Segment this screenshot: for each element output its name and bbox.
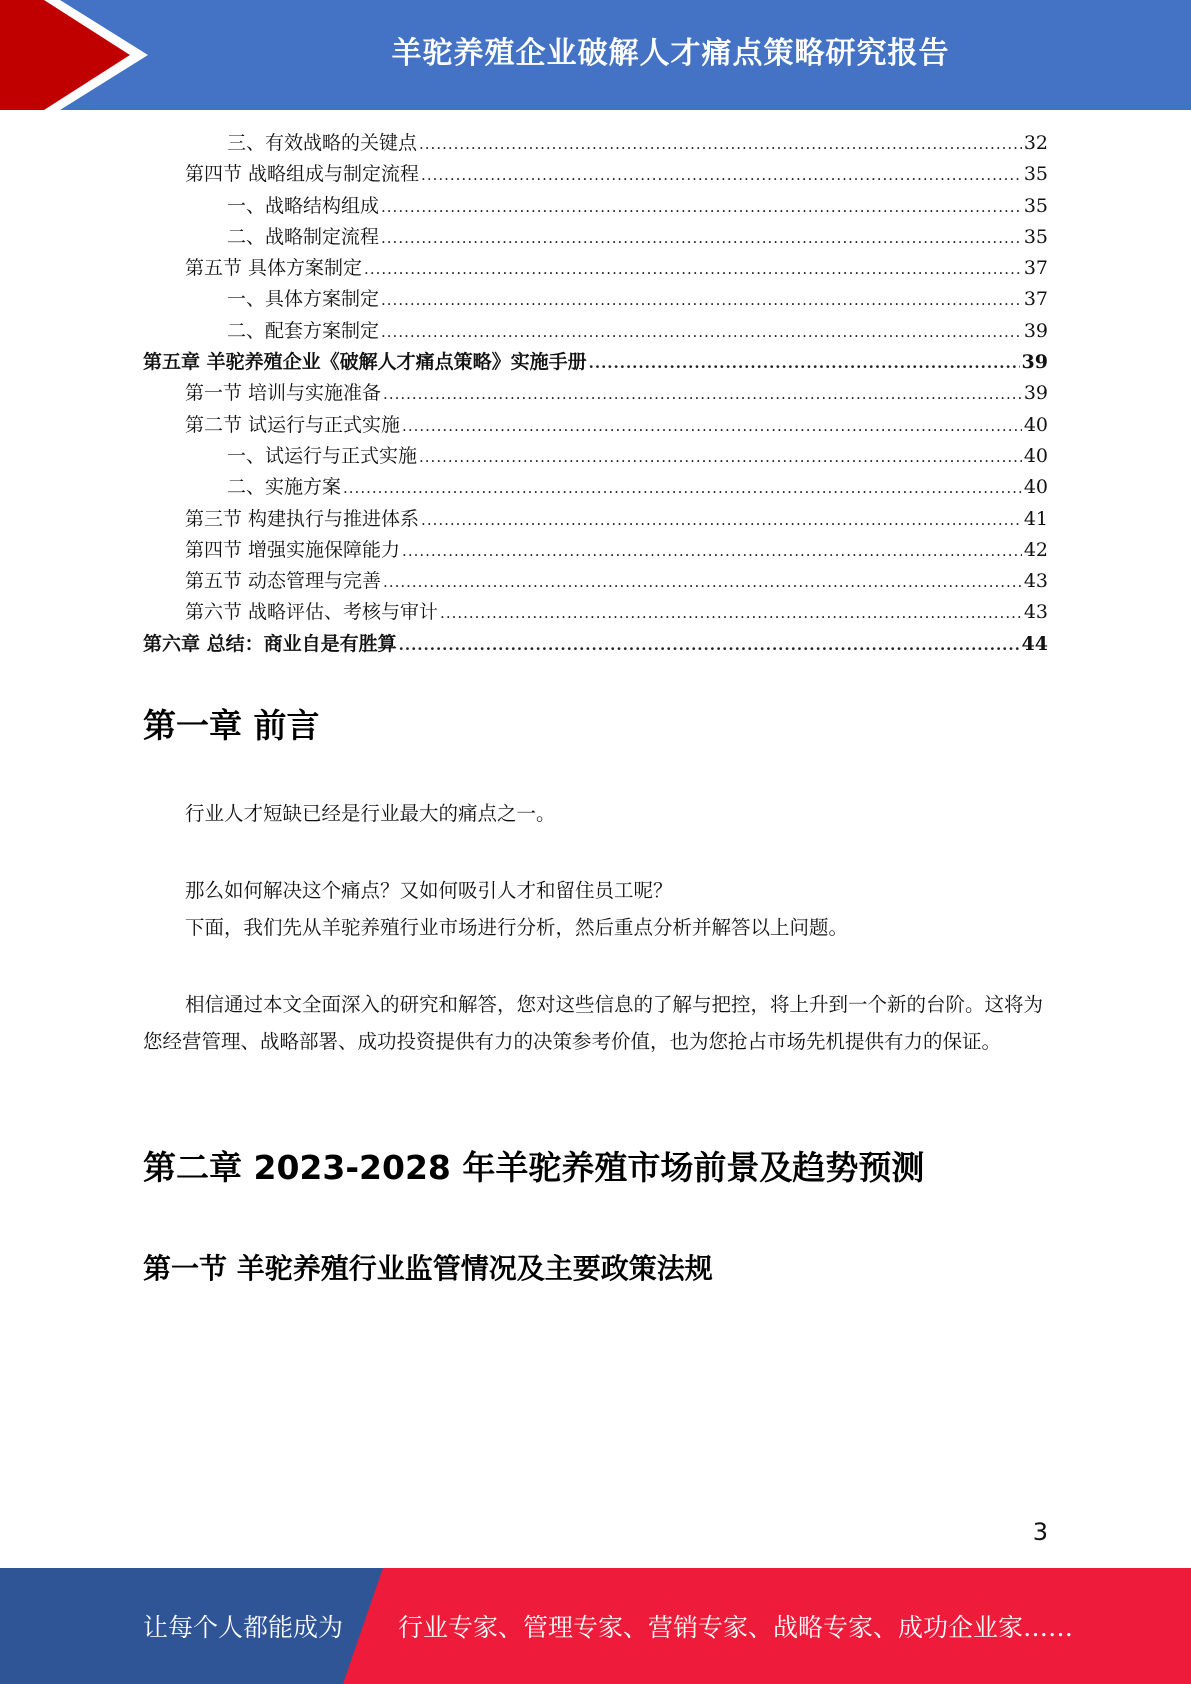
- toc-dot-leader: [383, 379, 1022, 410]
- toc-entry[interactable]: [143, 472, 1048, 503]
- chapter2-heading: 第二章 2023-2028 年羊驼养殖市场前景及趋势预测: [143, 1148, 925, 1187]
- toc-entry-title: 第四节 战略组成与制定流程: [185, 163, 420, 186]
- chapter1-paragraph: 行业人才短缺已经是行业最大的痛点之一。: [185, 802, 556, 825]
- toc-entry[interactable]: [143, 566, 1048, 597]
- toc-entry-title: 第五节 动态管理与完善: [185, 570, 382, 593]
- toc-entry-page: 37: [1023, 288, 1048, 311]
- toc-entry-title: 第二节 试运行与正式实施: [185, 413, 401, 436]
- chapter1-heading: 第一章 前言: [143, 706, 320, 745]
- chapter1-paragraph: 那么如何解决这个痛点？又如何吸引人才和留住员工呢？: [185, 879, 673, 902]
- toc-entry-title: 第一节 培训与实施准备: [185, 382, 382, 405]
- toc-entry[interactable]: [143, 378, 1048, 409]
- toc-entry[interactable]: [143, 504, 1048, 535]
- toc-entry-title: 第五节 具体方案制定: [185, 257, 363, 280]
- toc-entry-title: 一、战略结构组成: [227, 194, 380, 217]
- toc-dot-leader: [364, 254, 1022, 285]
- toc-entry-page: 39: [1023, 382, 1048, 405]
- page-number: 3: [1032, 1518, 1048, 1546]
- toc-entry-page: 43: [1023, 601, 1048, 624]
- toc-entry-page: 40: [1023, 476, 1048, 499]
- toc-dot-leader: [381, 223, 1022, 254]
- toc-dot-leader: [402, 411, 1022, 442]
- chapter1-paragraph: 下面，我们先从羊驼养殖行业市场进行分析，然后重点分析并解答以上问题。: [185, 916, 849, 939]
- toc-entry-page: 44: [1021, 632, 1048, 655]
- toc-dot-leader: [381, 192, 1022, 223]
- toc-dot-leader: [421, 160, 1022, 191]
- page-header: [0, 0, 1191, 110]
- toc-entry-page: 35: [1023, 163, 1048, 186]
- toc-dot-leader: [419, 442, 1022, 473]
- toc-entry[interactable]: [143, 410, 1048, 441]
- toc-entry-title: 第五章 羊驼养殖企业《破解人才痛点策略》实施手册: [143, 351, 587, 374]
- toc-entry[interactable]: [143, 441, 1048, 472]
- toc-entry-title: 一、试运行与正式实施: [227, 444, 418, 467]
- toc-dot-leader: [589, 348, 1020, 379]
- toc-entry[interactable]: [143, 128, 1048, 159]
- toc-dot-leader: [402, 536, 1022, 567]
- toc-entry-title: 二、战略制定流程: [227, 225, 380, 248]
- toc-entry-title: 三、有效战略的关键点: [227, 132, 418, 154]
- toc-entry[interactable]: [143, 347, 1048, 378]
- toc-entry[interactable]: [143, 284, 1048, 315]
- header-arrow-icon: [0, 0, 160, 110]
- toc-entry[interactable]: [143, 535, 1048, 566]
- footer-slogan-left: 让每个人都能成为: [143, 1613, 344, 1642]
- footer-slogan-right: 行业专家、管理专家、营销专家、战略专家、成功企业家……: [398, 1613, 1074, 1642]
- toc-dot-leader: [381, 317, 1022, 348]
- table-of-contents: [143, 128, 1048, 660]
- toc-entry-page: 40: [1023, 444, 1048, 467]
- toc-dot-leader: [383, 567, 1022, 598]
- toc-entry[interactable]: [143, 253, 1048, 284]
- toc-entry[interactable]: [143, 316, 1048, 347]
- toc-entry-page: 39: [1021, 351, 1048, 374]
- toc-entry[interactable]: [143, 159, 1048, 190]
- toc-entry-page: 35: [1023, 194, 1048, 217]
- toc-entry[interactable]: [143, 597, 1048, 628]
- toc-entry[interactable]: [143, 191, 1048, 222]
- toc-entry-page: 37: [1023, 257, 1048, 280]
- toc-entry-page: 32: [1023, 132, 1048, 154]
- toc-dot-leader: [419, 129, 1022, 160]
- toc-entry-page: 39: [1023, 319, 1048, 342]
- toc-entry-title: 第六章 总结：商业自是有胜算: [143, 632, 397, 655]
- toc-dot-leader: [399, 630, 1020, 661]
- toc-entry[interactable]: [143, 222, 1048, 253]
- toc-entry-title: 二、实施方案: [227, 476, 342, 499]
- toc-dot-leader: [343, 473, 1022, 504]
- toc-entry-title: 第六节 战略评估、考核与审计: [185, 601, 439, 624]
- toc-dot-leader: [381, 285, 1022, 316]
- chapter2-section-heading: 第一节 羊驼养殖行业监管情况及主要政策法规: [143, 1252, 713, 1285]
- toc-entry-page: 41: [1023, 507, 1048, 530]
- toc-entry-page: 43: [1023, 570, 1048, 593]
- toc-entry-page: 42: [1023, 538, 1048, 561]
- toc-dot-leader: [440, 598, 1022, 629]
- toc-entry-title: 第三节 构建执行与推进体系: [185, 507, 420, 530]
- toc-entry-title: 二、配套方案制定: [227, 319, 380, 342]
- chapter1-paragraph: 相信通过本文全面深入的研究和解答，您对这些信息的了解与把控，将上升到一个新的台阶。这将为您经营管理、战略部署、成功投资提供有力的决策参考价值，也为您抢占市场先机提供有力的保证。: [143, 993, 1044, 1053]
- toc-entry-page: 35: [1023, 225, 1048, 248]
- report-title: 羊驼养殖企业破解人才痛点策略研究报告: [391, 36, 950, 71]
- toc-entry-page: 40: [1023, 413, 1048, 436]
- toc-entry-title: 一、具体方案制定: [227, 288, 380, 311]
- toc-entry[interactable]: [143, 629, 1048, 660]
- toc-dot-leader: [421, 505, 1022, 536]
- toc-entry-title: 第四节 增强实施保障能力: [185, 538, 401, 561]
- page-footer: [0, 1568, 1191, 1684]
